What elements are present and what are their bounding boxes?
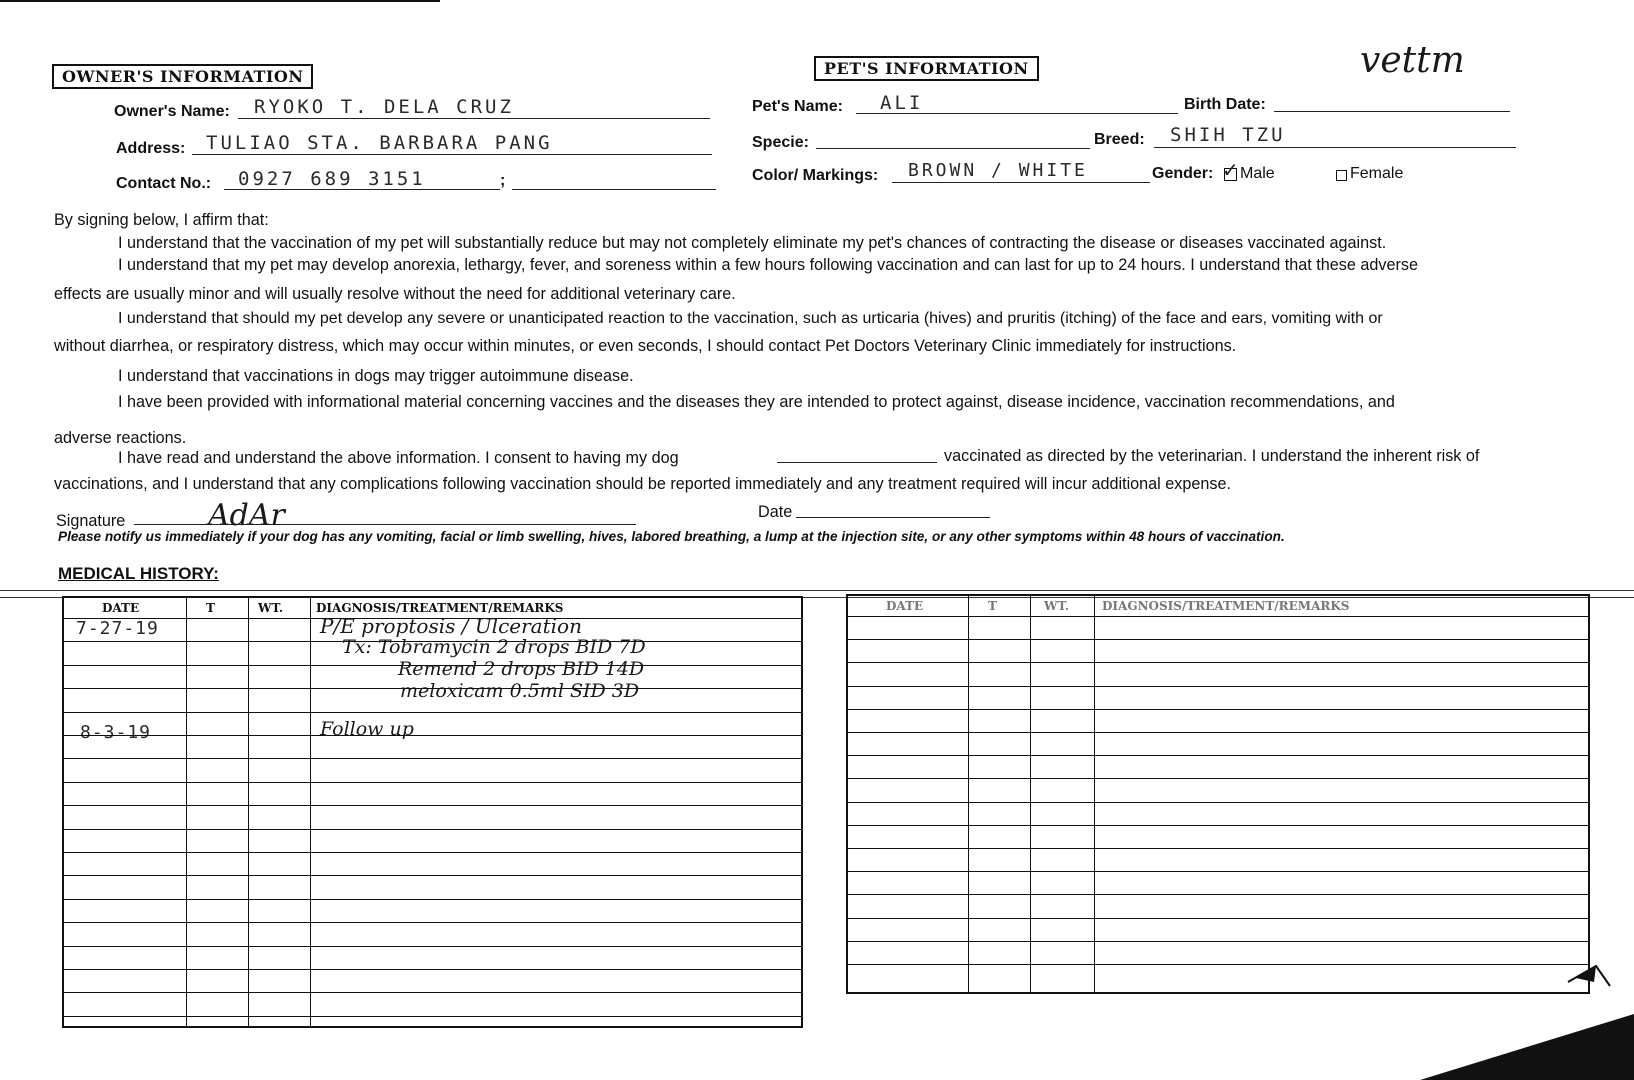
col-wt-header: WT. <box>258 601 284 615</box>
date-line[interactable] <box>796 517 990 518</box>
corner-handwritten-note: vettm <box>1360 40 1465 81</box>
table-row <box>848 871 1588 872</box>
table-row <box>848 894 1588 895</box>
pet-name-value: ALI <box>880 92 924 114</box>
birth-date-line[interactable] <box>1274 111 1510 112</box>
date-label: Date <box>758 503 793 521</box>
breed-label: Breed: <box>1094 131 1145 148</box>
table-row <box>64 758 801 759</box>
table-row <box>848 825 1588 826</box>
table-row <box>848 755 1588 756</box>
entry-remarks-4: meloxicam 0.5ml SID 3D <box>400 680 640 702</box>
consent-p1: I understand that the vaccination of my pet will substantially reduce but may not completely eliminate my pet's chances of contracting the disease or diseases vaccinated against. <box>118 234 1387 252</box>
entry-remarks-1: P/E proptosis / Ulceration <box>320 614 582 638</box>
table-row <box>64 852 801 853</box>
col-t-header-right: T <box>988 599 997 613</box>
contact-separator: ; <box>500 172 506 189</box>
consent-p2a: I understand that my pet may develop anorexia, lethargy, fever, and soreness within a few hours following vaccination and can last for up to 24 hours. I understand that these adverse <box>118 256 1418 274</box>
dog-name-blank[interactable] <box>777 462 937 463</box>
table-row <box>848 662 1588 663</box>
owner-info-header: OWNER'S INFORMATION <box>52 64 313 89</box>
table-row <box>848 639 1588 640</box>
top-edge-line <box>0 0 440 2</box>
consent-p6a-pre: I have read and understand the above information. I consent to having my dog <box>118 449 679 467</box>
table-row <box>64 688 801 689</box>
col-remarks-header: DIAGNOSIS/TREATMENT/REMARKS <box>316 601 564 615</box>
gender-female-label: Female <box>1350 165 1404 182</box>
consent-p5a: I have been provided with informational material concerning vaccines and the diseases they are intended to protect against, disease incidence, vaccination recommendations, and <box>118 393 1395 411</box>
consent-p3b: without diarrhea, or respiratory distress, which may occur within minutes, or even seconds, I should contact Pet Doctors Veterinary Clinic immediately for instructions. <box>54 337 1237 355</box>
contact-label: Contact No.: <box>116 175 212 192</box>
table-row <box>64 899 801 900</box>
owner-name-line[interactable] <box>238 118 710 119</box>
table-row <box>64 618 801 619</box>
consent-intro: By signing below, I affirm that: <box>54 211 269 229</box>
table-row <box>64 735 801 736</box>
address-label: Address: <box>116 140 186 157</box>
table-row <box>848 686 1588 687</box>
owner-name-label: Owner's Name: <box>114 103 230 120</box>
consent-p6b: vaccinations, and I understand that any complications following vaccination should be reported immediately and any treatment required will incur additional expense. <box>54 475 1231 493</box>
breed-value: SHIH TZU <box>1170 124 1286 146</box>
table-row <box>848 778 1588 779</box>
color-markings-label: Color/ Markings: <box>752 167 879 184</box>
medical-history-table-left <box>62 596 803 1028</box>
col-t-header: T <box>206 601 215 615</box>
color-markings-line[interactable] <box>892 182 1150 183</box>
table-row <box>64 969 801 970</box>
entry-remarks-3: Remend 2 drops BID 14D <box>398 658 645 680</box>
color-markings-value: BROWN / WHITE <box>908 160 1088 181</box>
table-row <box>64 922 801 923</box>
table-row <box>848 918 1588 919</box>
entry-remarks-2: Tx: Tobramycin 2 drops BID 7D <box>342 636 646 658</box>
table-row <box>64 875 801 876</box>
table-row <box>848 964 1588 965</box>
breed-line[interactable] <box>1154 147 1516 148</box>
gender-label: Gender: <box>1152 165 1214 182</box>
consent-p2b: effects are usually minor and will usually resolve without the need for additional veterinary care. <box>54 285 736 303</box>
gender-female-checkbox[interactable] <box>1336 170 1347 181</box>
pet-info-header: PET'S INFORMATION <box>814 56 1039 81</box>
birth-date-label: Birth Date: <box>1184 96 1266 113</box>
table-row <box>848 616 1588 617</box>
table-row <box>848 709 1588 710</box>
scan-line-1 <box>0 590 1634 591</box>
entry-date-2: 8-3-19 <box>80 722 152 743</box>
consent-p6a-post: vaccinated as directed by the veterinarian. I understand the inherent risk of <box>944 447 1480 465</box>
col-date-header-right: DATE <box>886 599 924 613</box>
signature-label: Signature <box>56 512 126 530</box>
col-date-header: DATE <box>102 601 140 615</box>
table-row <box>848 848 1588 849</box>
table-row <box>64 712 801 713</box>
table-row <box>64 829 801 830</box>
table-row <box>64 946 801 947</box>
table-row <box>64 782 801 783</box>
checkmark-icon: ✓ <box>1222 160 1239 182</box>
table-row <box>64 1016 801 1017</box>
medical-history-header: MEDICAL HISTORY: <box>58 564 219 583</box>
specie-line[interactable] <box>816 148 1090 149</box>
table-row <box>848 732 1588 733</box>
contact-value: 0927 689 3151 <box>238 168 426 190</box>
consent-p3a: I understand that should my pet develop any severe or unanticipated reaction to the vaccination, such as urticaria (hives) and pruritis (itching) of the face and ears, vomiting with or <box>118 310 1383 327</box>
table-row <box>848 802 1588 803</box>
table-row <box>64 992 801 993</box>
consent-p4: I understand that vaccinations in dogs may trigger autoimmune disease. <box>118 367 634 385</box>
entry-date-1: 7-27-19 <box>76 618 159 639</box>
signature-scrawl: AdAr <box>208 498 285 533</box>
table-row <box>64 805 801 806</box>
specie-label: Specie: <box>752 134 809 151</box>
table-row <box>848 941 1588 942</box>
pet-name-label: Pet's Name: <box>752 98 843 115</box>
gender-male-label: Male <box>1240 165 1275 182</box>
table-row <box>64 641 801 642</box>
table-row <box>64 665 801 666</box>
address-value: TULIAO STA. BARBARA PANG <box>206 132 553 154</box>
col-remarks-header-right: DIAGNOSIS/TREATMENT/REMARKS <box>1102 599 1350 613</box>
consent-p5b: adverse reactions. <box>54 429 187 447</box>
scan-fold-mark <box>1566 952 1616 992</box>
contact-line-2[interactable] <box>512 189 716 190</box>
owner-name-value: RYOKO T. DELA CRUZ <box>254 96 514 118</box>
post-vaccination-notice: Please notify us immediately if your dog has any vomiting, facial or limb swelling, hives, labored breathing, a lump at the injection site, or any other symptoms within 48 hours of vaccination. <box>58 529 1285 544</box>
entry-remarks-5: Follow up <box>320 718 414 740</box>
col-wt-header-right: WT. <box>1044 599 1070 613</box>
address-line[interactable] <box>192 154 712 155</box>
scan-shadow-corner <box>1420 1000 1634 1080</box>
medical-history-table-right <box>846 594 1590 994</box>
